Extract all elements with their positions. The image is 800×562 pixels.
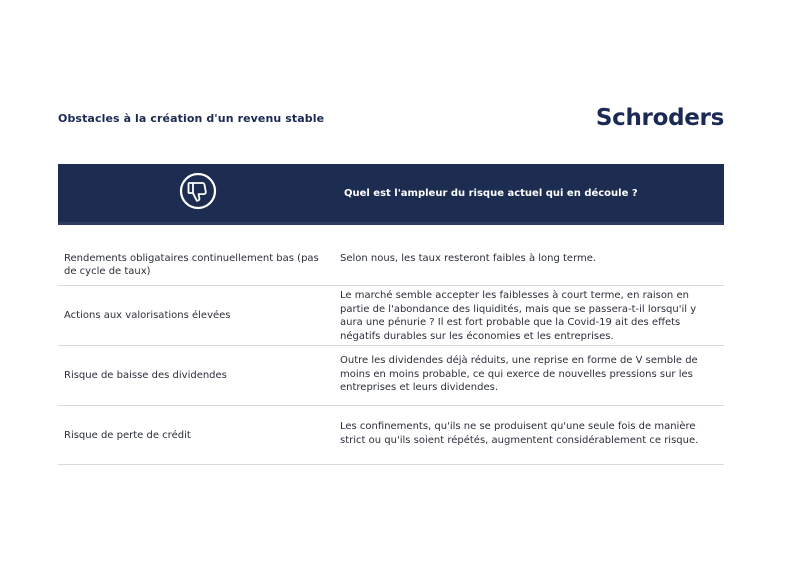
row-text: Selon nous, les taux resteront faibles à long terme. — [340, 253, 597, 264]
schroders-logo: Schroders — [595, 105, 724, 131]
page-title: Obstacles à la création d'un revenu stable — [58, 112, 325, 125]
row-label: Risque de baisse des dividendes — [64, 370, 227, 381]
row-text: Les confinements, qu'ils ne se produisent qu'une seule fois de manière strict ou qu'ils soient répétés, augmentent considérablement ce risque. — [340, 421, 699, 446]
row-label: Rendements obligataires continuellement bas (pas de cycle de taux) — [64, 253, 319, 277]
row-text: Le marché semble accepter les faiblesses à court terme, en raison en partie de l'abondance des liquidités, mais que se passera-t-il lorsqu'il y aura une pénurie ? Il est fort probable que la Covid-19 ait des effets négatifs durables sur les économies et les entreprises. — [340, 290, 697, 342]
table-row — [58, 346, 724, 406]
risk-table — [58, 164, 724, 465]
table-row — [58, 406, 724, 465]
row-label: Risque de perte de crédit — [64, 429, 191, 441]
table-row — [58, 286, 724, 346]
thumbs-down-icon — [176, 169, 220, 217]
header-icon-cell — [58, 169, 338, 217]
row-text: Outre les dividendes déjà réduits, une reprise en forme de V semble de moins en moins probable, ce qui exerce de nouvelles pressions sur les entreprises et leurs dividendes. — [340, 355, 698, 393]
row-label: Actions aux valorisations élevées — [64, 310, 231, 321]
table-header — [58, 164, 724, 225]
table-row — [58, 225, 724, 286]
header-question: Quel est l'ampleur du risque actuel qui en découle ? — [344, 187, 638, 199]
